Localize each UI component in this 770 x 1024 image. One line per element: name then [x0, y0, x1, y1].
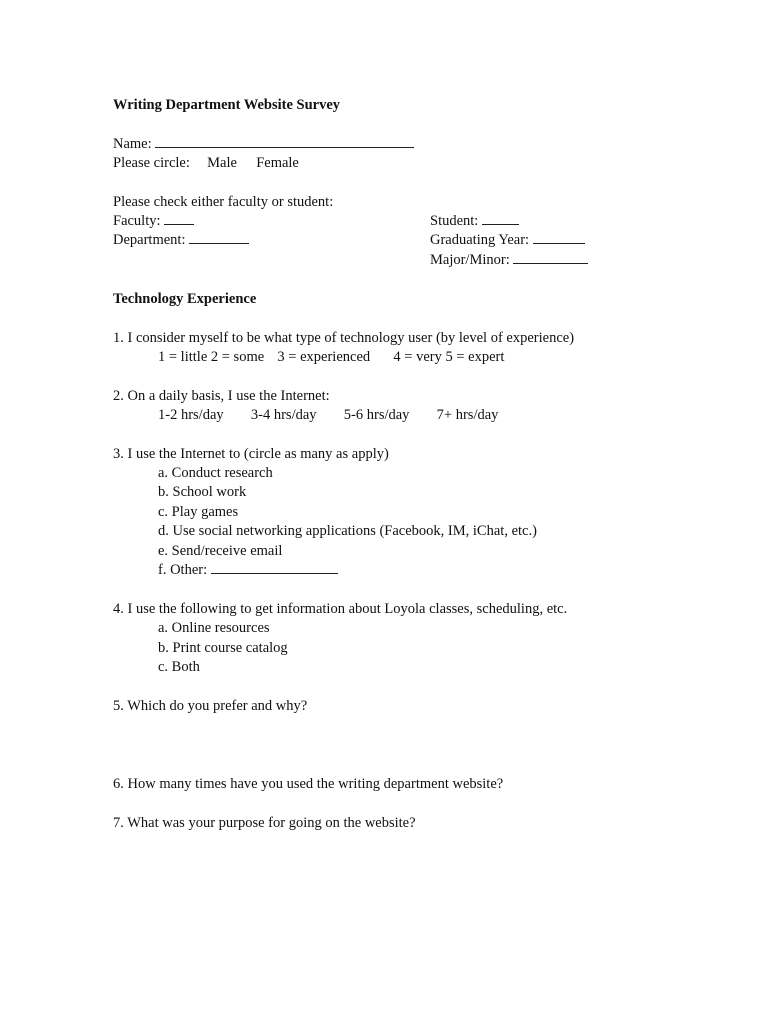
gender-row: [113, 154, 299, 172]
grad-year-label: Graduating Year:: [430, 232, 530, 248]
list-item[interactable]: e. Send/receive email: [158, 543, 283, 559]
name-label: Name:: [113, 136, 152, 152]
list-item[interactable]: a. Conduct research: [158, 465, 273, 481]
list-item[interactable]: c. Play games: [158, 504, 239, 520]
other-field[interactable]: [211, 561, 338, 574]
major-row: [430, 251, 588, 269]
question-7: 7. What was your purpose for going on the website?: [113, 815, 416, 831]
section-title: Technology Experience: [113, 291, 257, 307]
scale-option[interactable]: 3 = experienced: [277, 349, 371, 365]
list-item[interactable]: b. School work: [158, 484, 247, 500]
hours-option[interactable]: 3-4 hrs/day: [250, 407, 317, 423]
question-4: 4. I use the following to get information about Loyola classes, scheduling, etc.: [113, 601, 568, 617]
question-5: 5. Which do you prefer and why?: [113, 698, 308, 714]
student-check-field[interactable]: [482, 212, 519, 225]
hours-option[interactable]: 7+ hrs/day: [436, 407, 499, 423]
grad-year-field[interactable]: [533, 231, 585, 244]
name-row: [113, 135, 414, 153]
grad-year-row: [430, 231, 585, 249]
student-row: [430, 212, 519, 230]
list-item[interactable]: d. Use social networking applications (Facebook, IM, iChat, etc.): [158, 523, 537, 539]
faculty-row: [113, 212, 194, 230]
list-item[interactable]: a. Online resources: [158, 620, 270, 636]
circle-label: Please circle:: [113, 155, 190, 171]
scale-option[interactable]: 1 = little 2 = some: [158, 349, 265, 365]
gender-male-option[interactable]: Male: [207, 155, 237, 171]
major-field[interactable]: [513, 251, 588, 264]
scale-option[interactable]: 4 = very 5 = expert: [393, 349, 505, 365]
hours-option[interactable]: 1-2 hrs/day: [158, 407, 224, 423]
faculty-check-field[interactable]: [164, 212, 194, 225]
survey-title: Writing Department Website Survey: [113, 97, 341, 113]
other-option-row: [158, 561, 338, 579]
question-1: 1. I consider myself to be what type of technology user (by level of experience): [113, 330, 575, 346]
question-2-options: [158, 406, 498, 424]
hours-option[interactable]: 5-6 hrs/day: [343, 407, 410, 423]
student-label: Student:: [430, 213, 479, 229]
department-field[interactable]: [189, 231, 249, 244]
department-row: [113, 231, 249, 249]
faculty-label: Faculty:: [113, 213, 161, 229]
name-field[interactable]: [155, 135, 414, 148]
question-2: 2. On a daily basis, I use the Internet:: [113, 388, 330, 404]
list-item[interactable]: f. Other:: [158, 562, 208, 578]
list-item[interactable]: b. Print course catalog: [158, 640, 288, 656]
list-item[interactable]: c. Both: [158, 659, 200, 675]
question-1-scale: [158, 348, 504, 366]
department-label: Department:: [113, 232, 186, 248]
check-prompt: Please check either faculty or student:: [113, 194, 334, 210]
gender-female-option[interactable]: Female: [256, 155, 299, 171]
question-3: 3. I use the Internet to (circle as many as apply): [113, 446, 389, 462]
major-label: Major/Minor:: [430, 252, 510, 268]
question-6: 6. How many times have you used the writing department website?: [113, 776, 504, 792]
